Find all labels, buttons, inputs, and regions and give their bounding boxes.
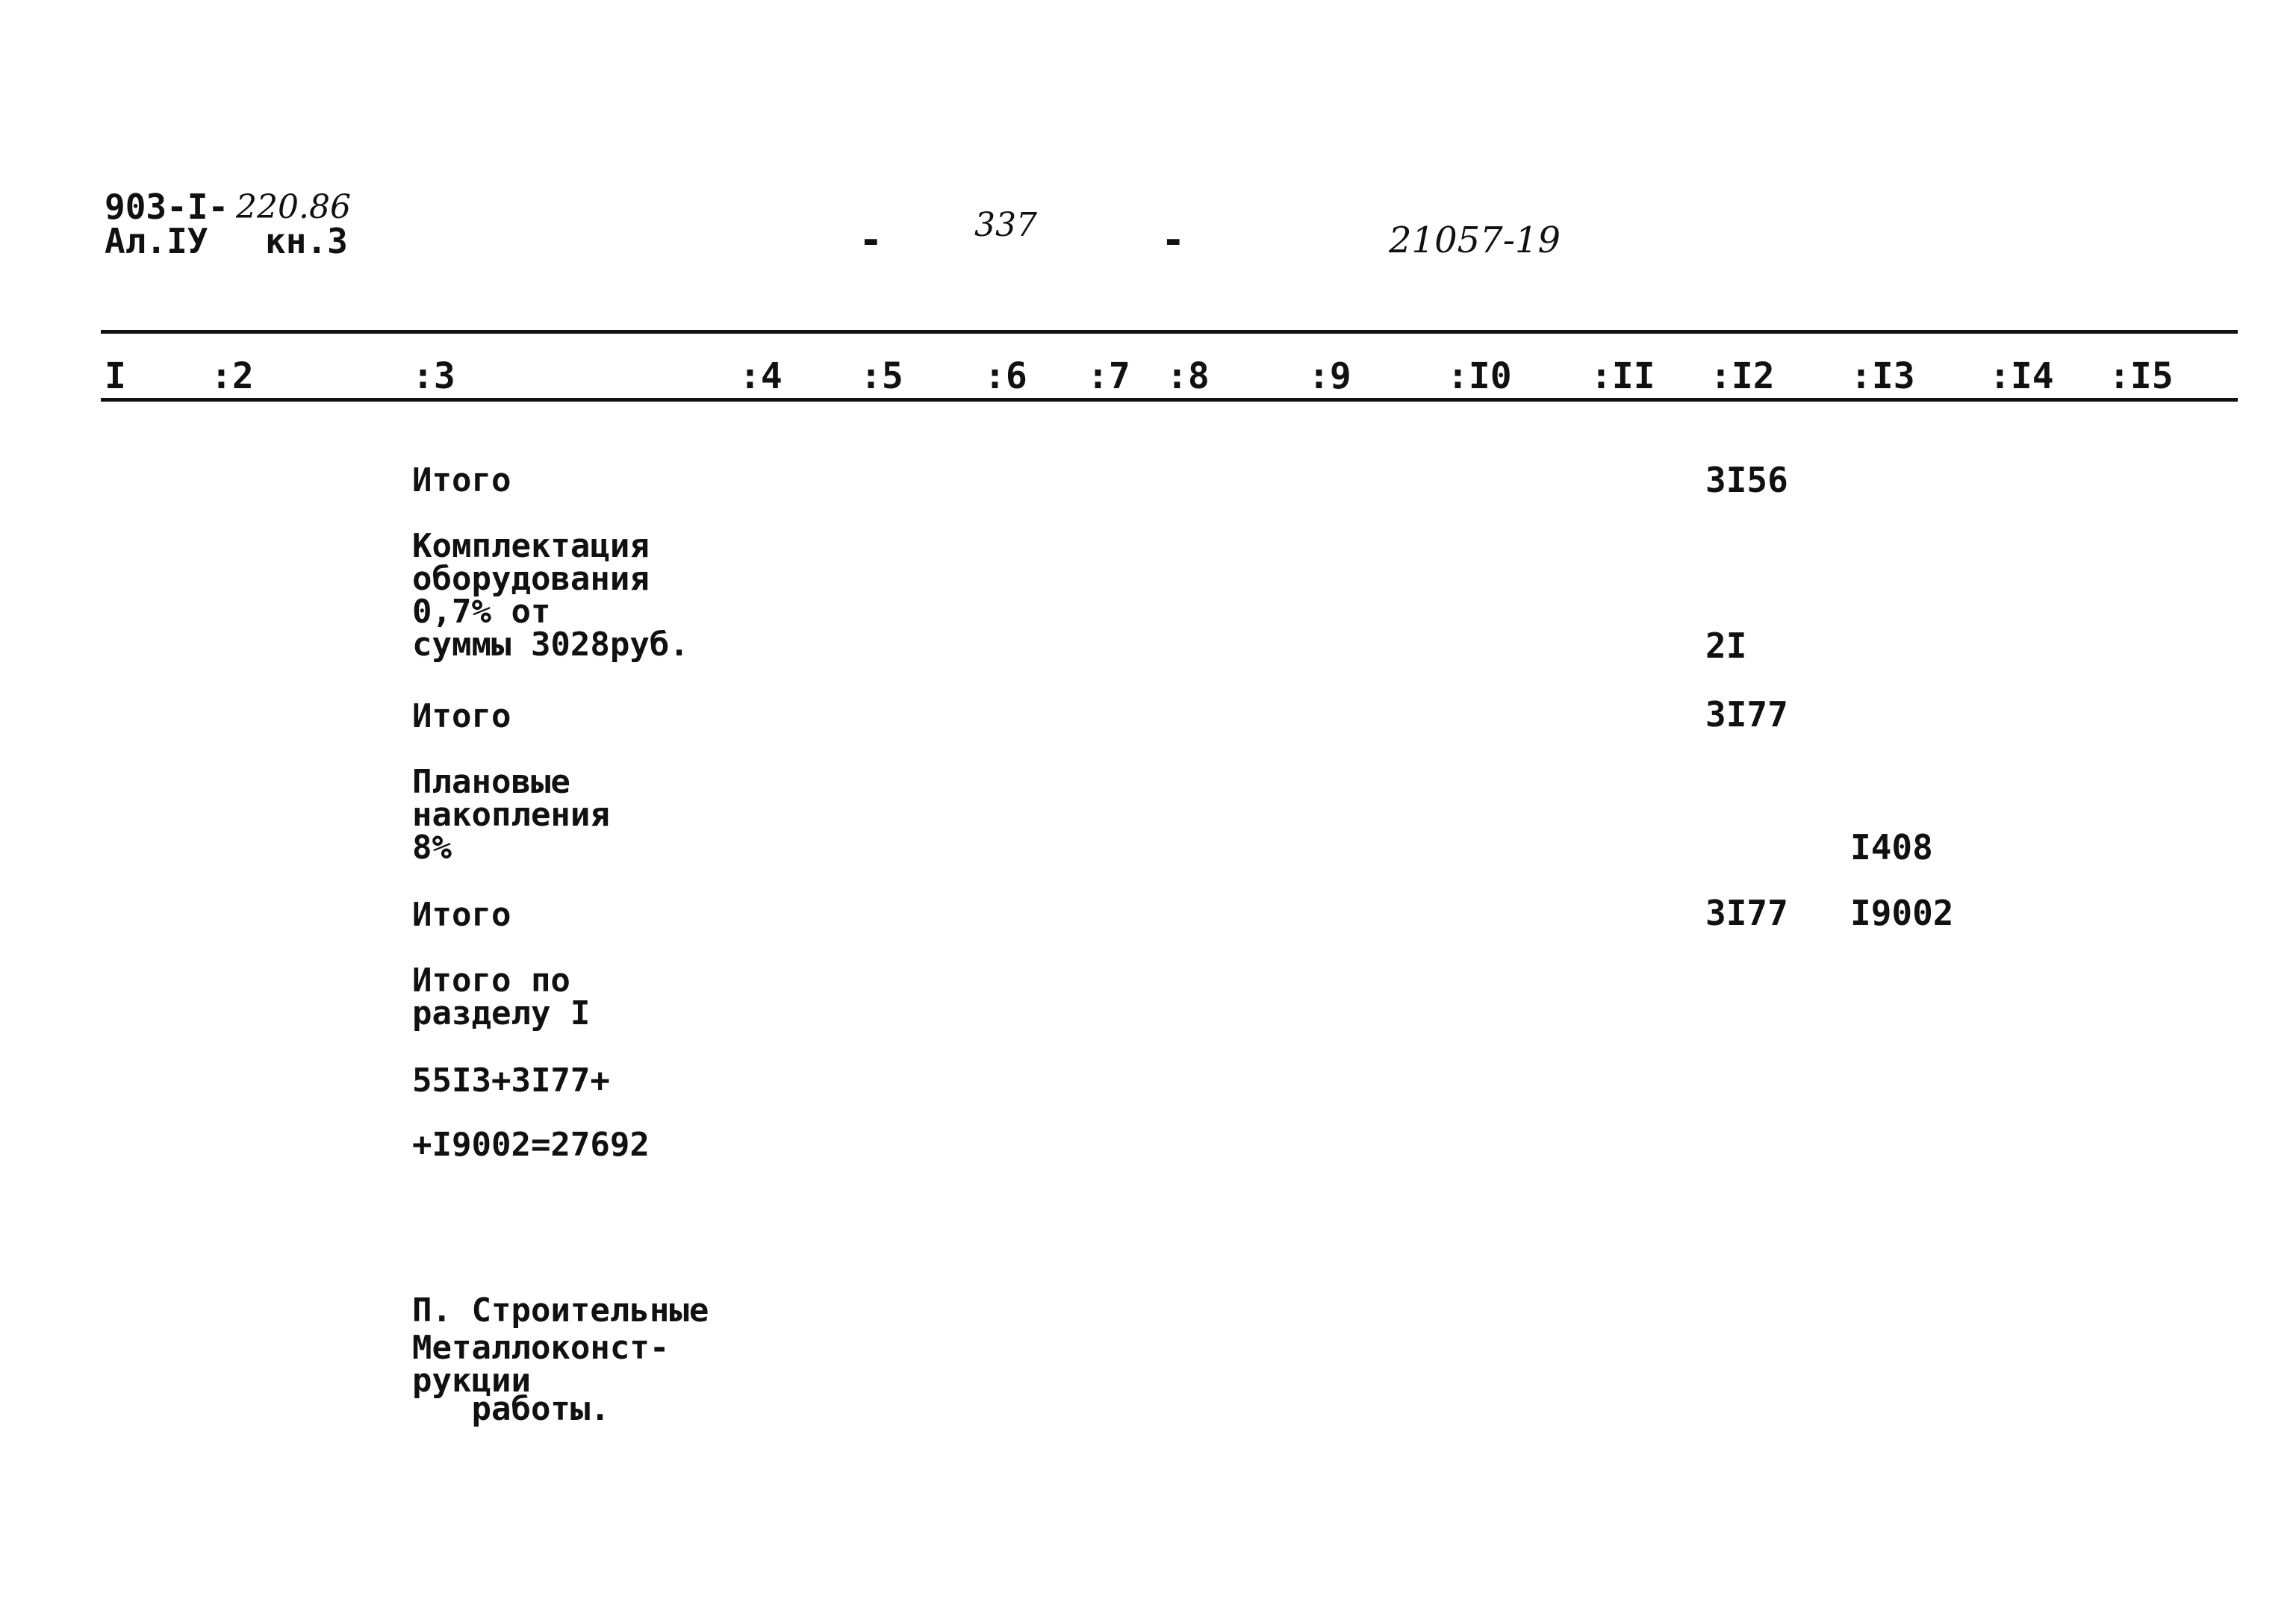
column-header-14: :I4 bbox=[1989, 355, 2054, 397]
row-3-text: Итого bbox=[412, 697, 511, 735]
column-header-5: :5 bbox=[860, 355, 903, 397]
row-2-col12: 2I bbox=[1705, 626, 1747, 666]
top-rule bbox=[101, 330, 2238, 334]
row-1-text: Итого bbox=[412, 461, 511, 499]
column-header-15: :I5 bbox=[2109, 355, 2174, 397]
row-4-col13: I408 bbox=[1850, 827, 1933, 867]
album-label: Ал.IУ bbox=[105, 221, 208, 261]
column-header-10: :I0 bbox=[1447, 355, 1512, 397]
column-header-7: :7 bbox=[1087, 355, 1130, 397]
row-10-text: Металлоконст- рукции bbox=[412, 1329, 670, 1400]
row-7-text: 55I3+3I77+ bbox=[412, 1062, 610, 1100]
dash-left: - bbox=[859, 216, 883, 264]
row-5-text: Итого bbox=[412, 896, 511, 934]
row-5-col13: I9002 bbox=[1850, 893, 1954, 933]
code-prefix: 903-I- bbox=[105, 187, 229, 227]
book-label: кн.3 bbox=[265, 221, 348, 261]
column-header-4: :4 bbox=[739, 355, 783, 397]
section-2-heading: П. Строительные работы. bbox=[412, 1291, 709, 1428]
column-header-3: :3 bbox=[412, 355, 455, 397]
document-number: 21057-19 bbox=[1389, 219, 1561, 261]
dash-right: - bbox=[1161, 216, 1186, 264]
page-number: 337 bbox=[974, 206, 1037, 244]
code-suffix: 220.86 bbox=[236, 188, 351, 226]
column-header-8: :8 bbox=[1166, 355, 1210, 397]
row-3-col12: 3I77 bbox=[1705, 694, 1788, 735]
header-rule bbox=[101, 398, 2238, 402]
row-8-text: +I9002=27692 bbox=[412, 1126, 650, 1164]
column-header-13: :I3 bbox=[1850, 355, 1915, 397]
column-header-1: I bbox=[105, 355, 126, 397]
row-2-text: Комплектация оборудования 0,7% от суммы 3028руб. bbox=[412, 527, 689, 664]
row-6-text: Итого по разделу I bbox=[412, 962, 591, 1032]
column-header-9: :9 bbox=[1308, 355, 1351, 397]
row-1-col12: 3I56 bbox=[1705, 460, 1788, 500]
column-header-12: :I2 bbox=[1710, 355, 1775, 397]
column-header-2: :2 bbox=[211, 355, 254, 397]
row-4-text: Плановые накопления 8% bbox=[412, 763, 610, 867]
column-header-6: :6 bbox=[984, 355, 1027, 397]
column-header-11: :II bbox=[1590, 355, 1655, 397]
row-5-col12: 3I77 bbox=[1705, 893, 1788, 933]
